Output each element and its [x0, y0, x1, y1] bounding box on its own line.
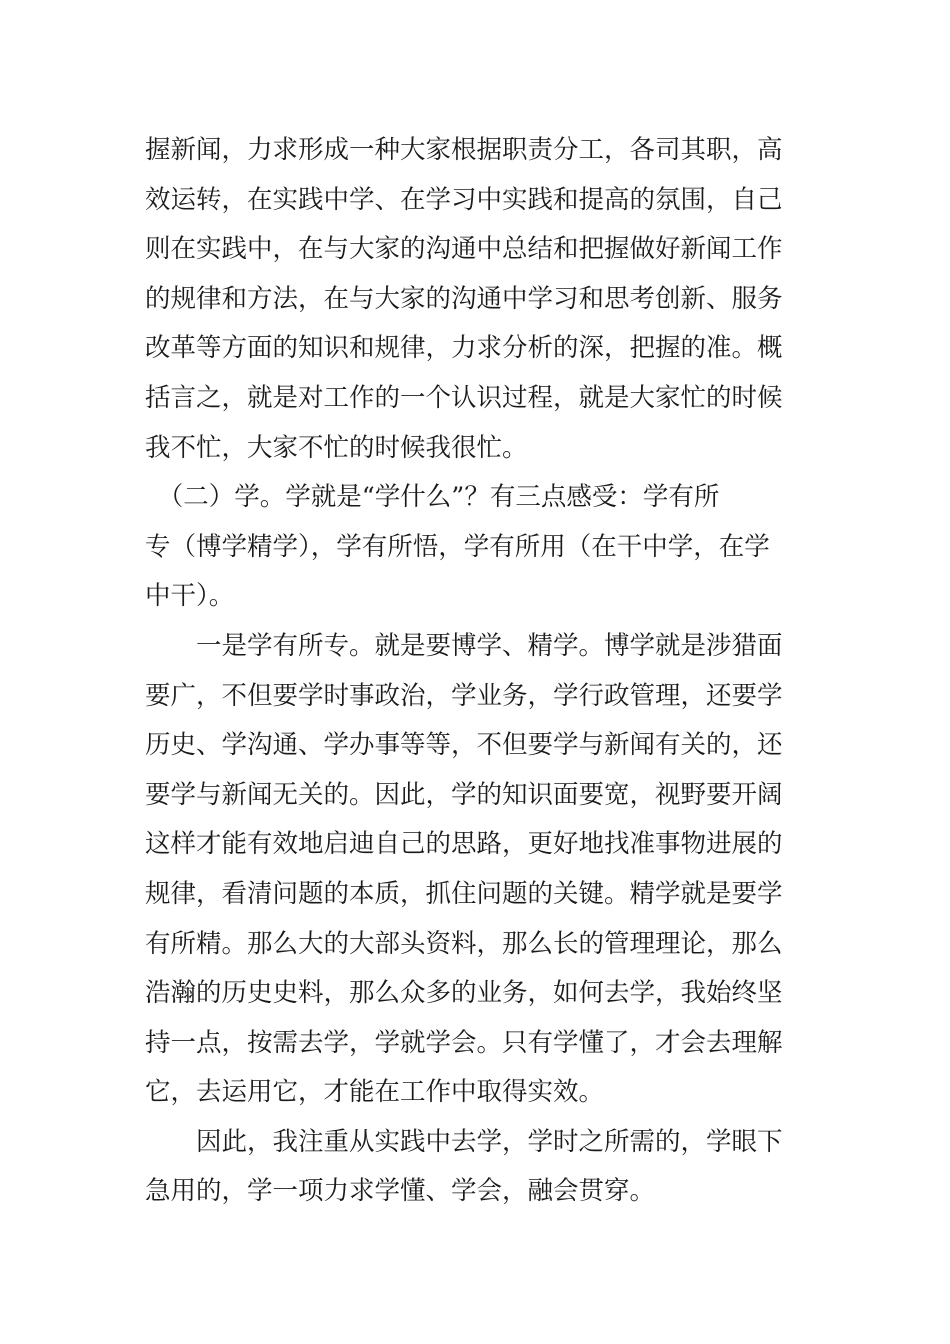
text-line: 持一点，按需去学，学就学会。只有学懂了，才会去理解 [145, 1027, 783, 1058]
text-line: 急用的，学一项力求学懂、学会，融会贯穿。 [145, 1176, 656, 1207]
text-line: 规律，看清问题的本质，抓住问题的关键。精学就是要学 [145, 878, 783, 909]
body-text [145, 126, 810, 1217]
text-line: 要学与新闻无关的。因此，学的知识面要宽，视野要开阔 [145, 779, 783, 810]
text-line: 效运转，在实践中学、在学习中实践和提高的氛围，自己 [145, 184, 783, 215]
text-line: 中干）。 [145, 581, 235, 612]
text-line: 的规律和方法，在与大家的沟通中学习和思考创新、服务 [145, 283, 783, 314]
text-line: 这样才能有效地启迪自己的思路，更好地找准事物进展的 [145, 829, 783, 860]
text-line: 浩瀚的历史史料，那么众多的业务，如何去学，我始终坚 [145, 978, 783, 1009]
text-line: （二）学。学就是“学什么”？有三点感受：学有所 [145, 482, 720, 513]
text-line: 要广，不但要学时事政治，学业务，学行政管理，还要学 [145, 680, 783, 711]
text-line: 一是学有所专。就是要博学、精学。博学就是涉猎面 [145, 630, 783, 661]
text-line: 因此，我注重从实践中去学，学时之所需的，学眼下 [145, 1126, 783, 1157]
text-line: 握新闻，力求形成一种大家根据职责分工，各司其职，高 [145, 135, 783, 165]
text-line: 历史、学沟通、学办事等等，不但要学与新闻有关的，还 [145, 730, 783, 761]
text-line: 专（博学精学），学有所悟，学有所用（在干中学，在学 [145, 531, 770, 562]
text-line: 改革等方面的知识和规律，力求分析的深，把握的准。概 [145, 333, 783, 364]
text-line: 括言之，就是对工作的一个认识过程，就是大家忙的时候 [145, 382, 783, 413]
text-line: 则在实践中，在与大家的沟通中总结和把握做好新闻工作 [145, 234, 783, 265]
text-line: 有所精。那么大的大部头资料，那么长的管理理论，那么 [145, 928, 783, 959]
text-line: 它，去运用它，才能在工作中取得实效。 [145, 1077, 605, 1108]
text-line: 我不忙，大家不忙的时候我很忙。 [145, 432, 528, 463]
